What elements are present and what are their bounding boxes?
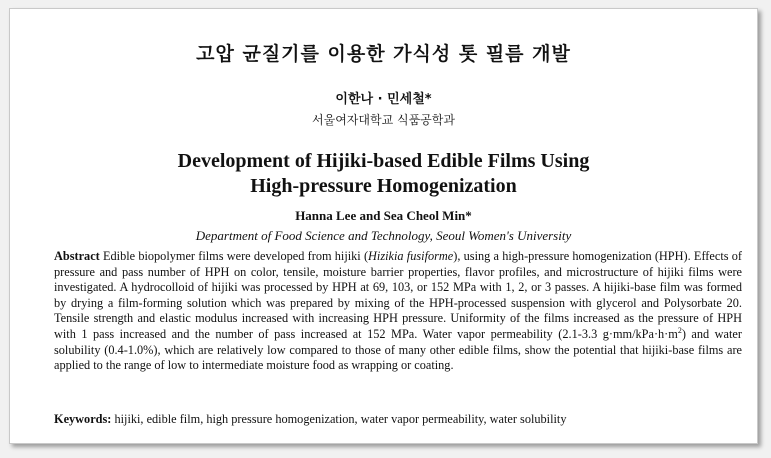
keywords-label: Keywords: [54, 412, 112, 426]
superscript: 2 [677, 325, 682, 335]
species-name: Hizikia fusiforme [368, 249, 454, 263]
korean-title: 고압 균질기를 이용한 가식성 톳 필름 개발 [196, 43, 571, 65]
abstract-text-part1: Edible biopolymer films were developed from hijiki ( [99, 249, 369, 263]
keywords [54, 412, 742, 428]
english-authors: Hanna Lee and Sea Cheol Min* [295, 208, 472, 223]
keywords-text: hijiki, edible film, high pressure homogenization, water vapor permeability, water solubility [111, 412, 567, 426]
korean-authors: 이한나 · 민세철* [335, 92, 432, 107]
english-title-line2: High-pressure Homogenization [250, 175, 517, 197]
abstract-text-part2: ), using a high-pressure homogenization (HPH). Effects of pressure and pass number of HPH on color, tensile, moisture barrier properties, flavor profiles, and microstructure of hijiki films were investigated. A hydrocolloid of hijiki was processed by HPH at 69, 103, or 152 MPa with 1, 2, or 3 passes. A hijiki-base film was formed by drying a film-forming solution which was prepared by mixing of the HPH-processed suspension with glycerol and Polysorbate 20. Tensile strength and elastic modulus increased with increasing HPH pressure. Uniformity of the films increased as the pressure of HPH with 1 pass increased and the number of pass increased at 152 MPa. Water vapor permeability (2.1-3.3 g·mm/kPa·h·m [54, 249, 742, 341]
paper-frame [9, 8, 758, 444]
abstract [54, 249, 742, 374]
english-affiliation: Department of Food Science and Technology, Seoul Women's University [195, 228, 572, 243]
abstract-label: Abstract [54, 249, 100, 263]
korean-affiliation: 서울여자대학교 식품공학과 [312, 113, 455, 127]
abstract-text-part3: ) and water solubility (0.4-1.0%), which are relatively low compared to those of many other edible films, show the potential that hijiki-base films are applied to the range of low to intermediate moisture food as wrapping or coating. [54, 326, 742, 373]
english-title [10, 149, 757, 199]
english-title-line1: Development of Hijiki-based Edible Films Using [177, 150, 590, 172]
